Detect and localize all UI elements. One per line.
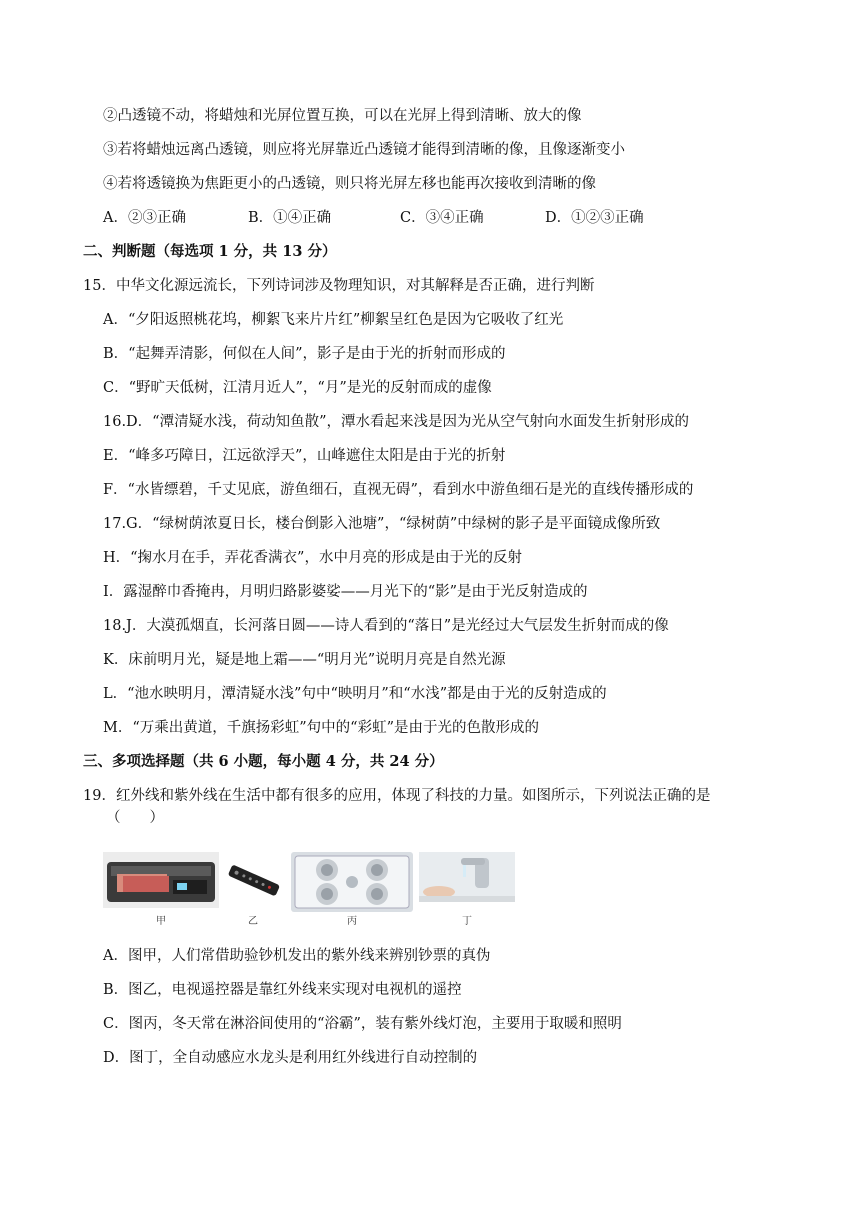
- judge-item-h: H．“掬水月在手，弄花香满衣”，水中月亮的形成是由于光的反射: [103, 550, 522, 566]
- judge-item-b: B．“起舞弄清影，何似在人间”，影子是由于光的折射而形成的: [103, 346, 506, 362]
- q14-option-d: D．①②③正确: [545, 210, 644, 226]
- judge-item-i: I．露湿醉巾香掩冉，月明归路影婆娑——月光下的“影”是由于光反射造成的: [103, 584, 588, 600]
- judge-item-k: K．床前明月光，疑是地上霜——“明月光”说明月亮是自然光源: [103, 652, 506, 668]
- judge-item-a: A．“夕阳返照桃花坞，柳絮飞来片片红”柳絮呈红色是因为它吸收了红光: [103, 312, 564, 328]
- judge-item-l: L．“池水映明月，潭清疑水浅”句中“映明月”和“水浅”都是由于光的反射造成的: [103, 686, 607, 702]
- section-3-title: 三、多项选择题（共 6 小题，每小题 4 分，共 24 分）: [83, 753, 444, 770]
- q14-option-a: A．②③正确: [103, 210, 186, 226]
- judge-item-e: E．“峰多巧障日，江远欲浮天”，山峰遮住太阳是由于光的折射: [103, 448, 506, 464]
- q15-stem: 15．中华文化源远流长，下列诗词涉及物理知识，对其解释是否正确，进行判断: [83, 278, 595, 294]
- judge-item-c: C．“野旷天低树，江清月近人”，“月”是光的反射而成的虚像: [103, 380, 492, 396]
- q14-option-b: B．①④正确: [248, 210, 332, 226]
- section-2-title: 二、判断题（每选项 1 分，共 13 分）: [83, 243, 337, 260]
- judge-item-j: 18.J．大漠孤烟直，长河落日圆——诗人看到的“落日”是光经过大气层发生折射而成的像: [103, 618, 669, 634]
- q19-option-d: D．图丁，全自动感应水龙头是利用红外线进行自动控制的: [103, 1050, 478, 1066]
- q19-option-c: C．图丙，冬天常在淋浴间使用的“浴霸”，装有紫外线灯泡，主要用于取暖和照明: [103, 1016, 622, 1032]
- q19-option-a: A．图甲，人们常借助验钞机发出的紫外线来辨别钞票的真伪: [103, 948, 491, 964]
- q19-stem: 19．红外线和紫外线在生活中都有很多的应用，体现了科技的力量。如图所示，下列说法正确的是: [83, 788, 711, 804]
- q19-figure-row: [103, 852, 515, 928]
- figure-yi-remote-control: [223, 852, 283, 908]
- q14-statement-2: ②凸透镜不动，将蜡烛和光屏位置互换，可以在光屏上得到清晰、放大的像: [103, 108, 582, 124]
- figure-jia-money-detector: [103, 852, 219, 908]
- q19-option-b: B．图乙，电视遥控器是靠红外线来实现对电视机的遥控: [103, 982, 462, 998]
- q14-option-c: C．③④正确: [400, 210, 484, 226]
- q14-statement-3: ③若将蜡烛远离凸透镜，则应将光屏靠近凸透镜才能得到清晰的像，且像逐渐变小: [103, 142, 625, 158]
- figure-caption-bing: 丙: [347, 916, 357, 927]
- figure-caption-jia: 甲: [156, 916, 166, 927]
- judge-item-d: 16.D．“潭清疑水浅，荷动知鱼散”，潭水看起来浅是因为光从空气射向水面发生折射形成的: [103, 414, 690, 430]
- q19-answer-paren: （ ）: [106, 810, 164, 826]
- q14-statement-4: ④若将透镜换为焦距更小的凸透镜，则只将光屏左移也能再次接收到清晰的像: [103, 176, 596, 192]
- figure-caption-yi: 乙: [248, 916, 258, 927]
- judge-item-g: 17.G．“绿树荫浓夏日长，楼台倒影入池塘”，“绿树荫”中绿树的影子是平面镜成像所致: [103, 516, 661, 532]
- judge-item-f: F．“水皆缥碧，千丈见底，游鱼细石，直视无碍”，看到水中游鱼细石是光的直线传播形成的: [103, 482, 694, 498]
- figure-caption-ding: 丁: [462, 916, 472, 927]
- figure-ding-sensor-faucet: [419, 852, 515, 902]
- judge-item-m: M．“万乘出黄道，千旗扬彩虹”句中的“彩虹”是由于光的色散形成的: [103, 720, 539, 736]
- figure-bing-bath-heater: [291, 852, 413, 912]
